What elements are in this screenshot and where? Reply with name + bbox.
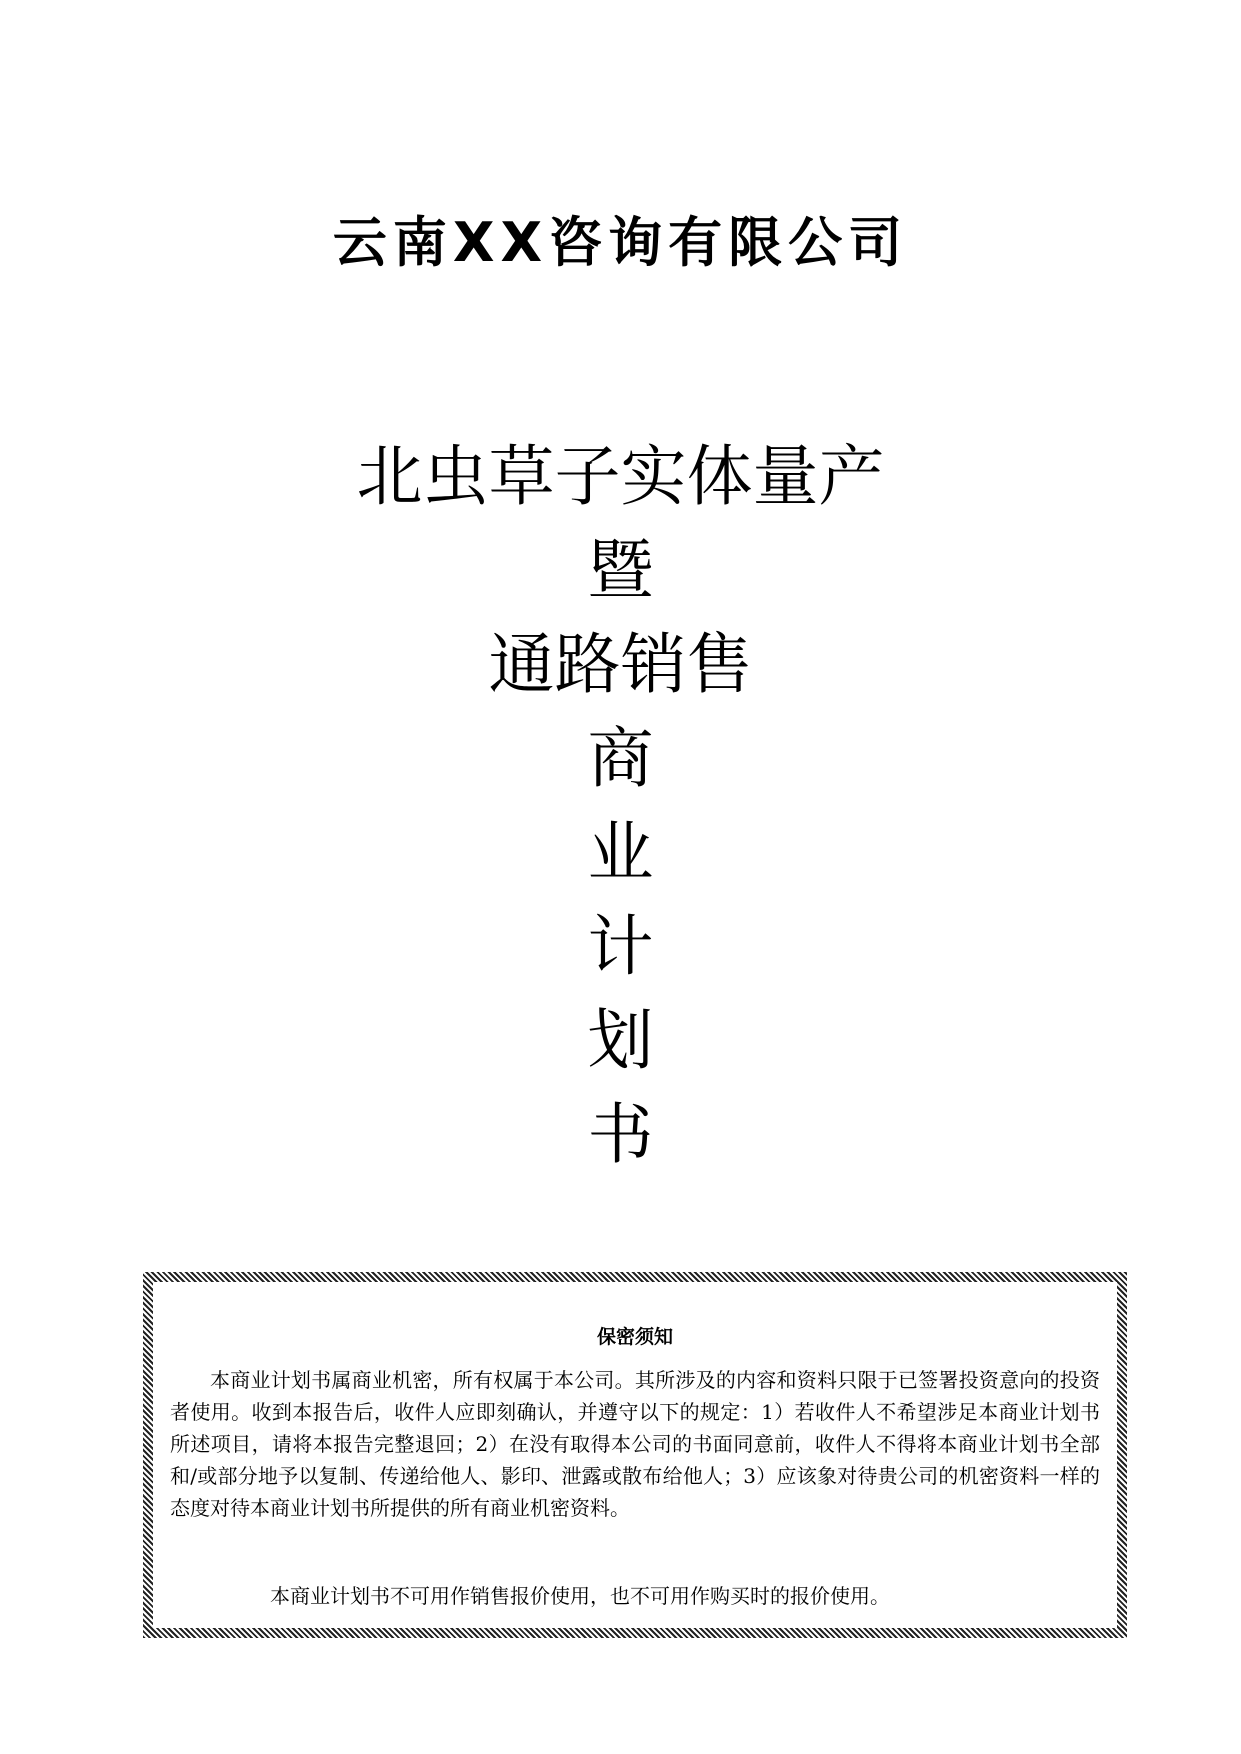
confidentiality-footer: 本商业计划书不可用作销售报价使用，也不可用作购买时的报价使用。 xyxy=(270,1584,890,1608)
title-line: 通路销售 xyxy=(488,626,753,703)
document-title xyxy=(0,430,1241,1182)
confidentiality-notice-content xyxy=(170,1282,1100,1628)
title-line: 商 xyxy=(587,720,654,797)
title-line: 北虫草子实体量产 xyxy=(356,438,885,515)
title-line: 计 xyxy=(587,908,654,985)
confidentiality-heading: 保密须知 xyxy=(596,1326,673,1348)
confidentiality-notice-box xyxy=(143,1272,1127,1638)
title-line: 书 xyxy=(587,1096,654,1173)
title-line: 暨 xyxy=(587,532,654,609)
company-name: 云南XX咨询有限公司 xyxy=(332,211,909,274)
confidentiality-body: 本商业计划书属商业机密，所有权属于本公司。其所涉及的内容和资料只限于已签署投资意向的投资者使用。收到本报告后，收件人应即刻确认，并遵守以下的规定：1）若收件人不希望涉足本商业计划书所述项目，请将本报告完整退回；2）在没有取得本公司的书面同意前，收件人不得将本商业计划书全部和/或部分地予以复制、传递给他人、影印、泄露或散布给他人；3）应该象对待贵公司的机密资料一样的态度对待本商业计划书所提供的所有商业机密资料。 xyxy=(170,1368,1100,1520)
title-line: 业 xyxy=(587,814,654,891)
title-line: 划 xyxy=(587,1002,654,1079)
